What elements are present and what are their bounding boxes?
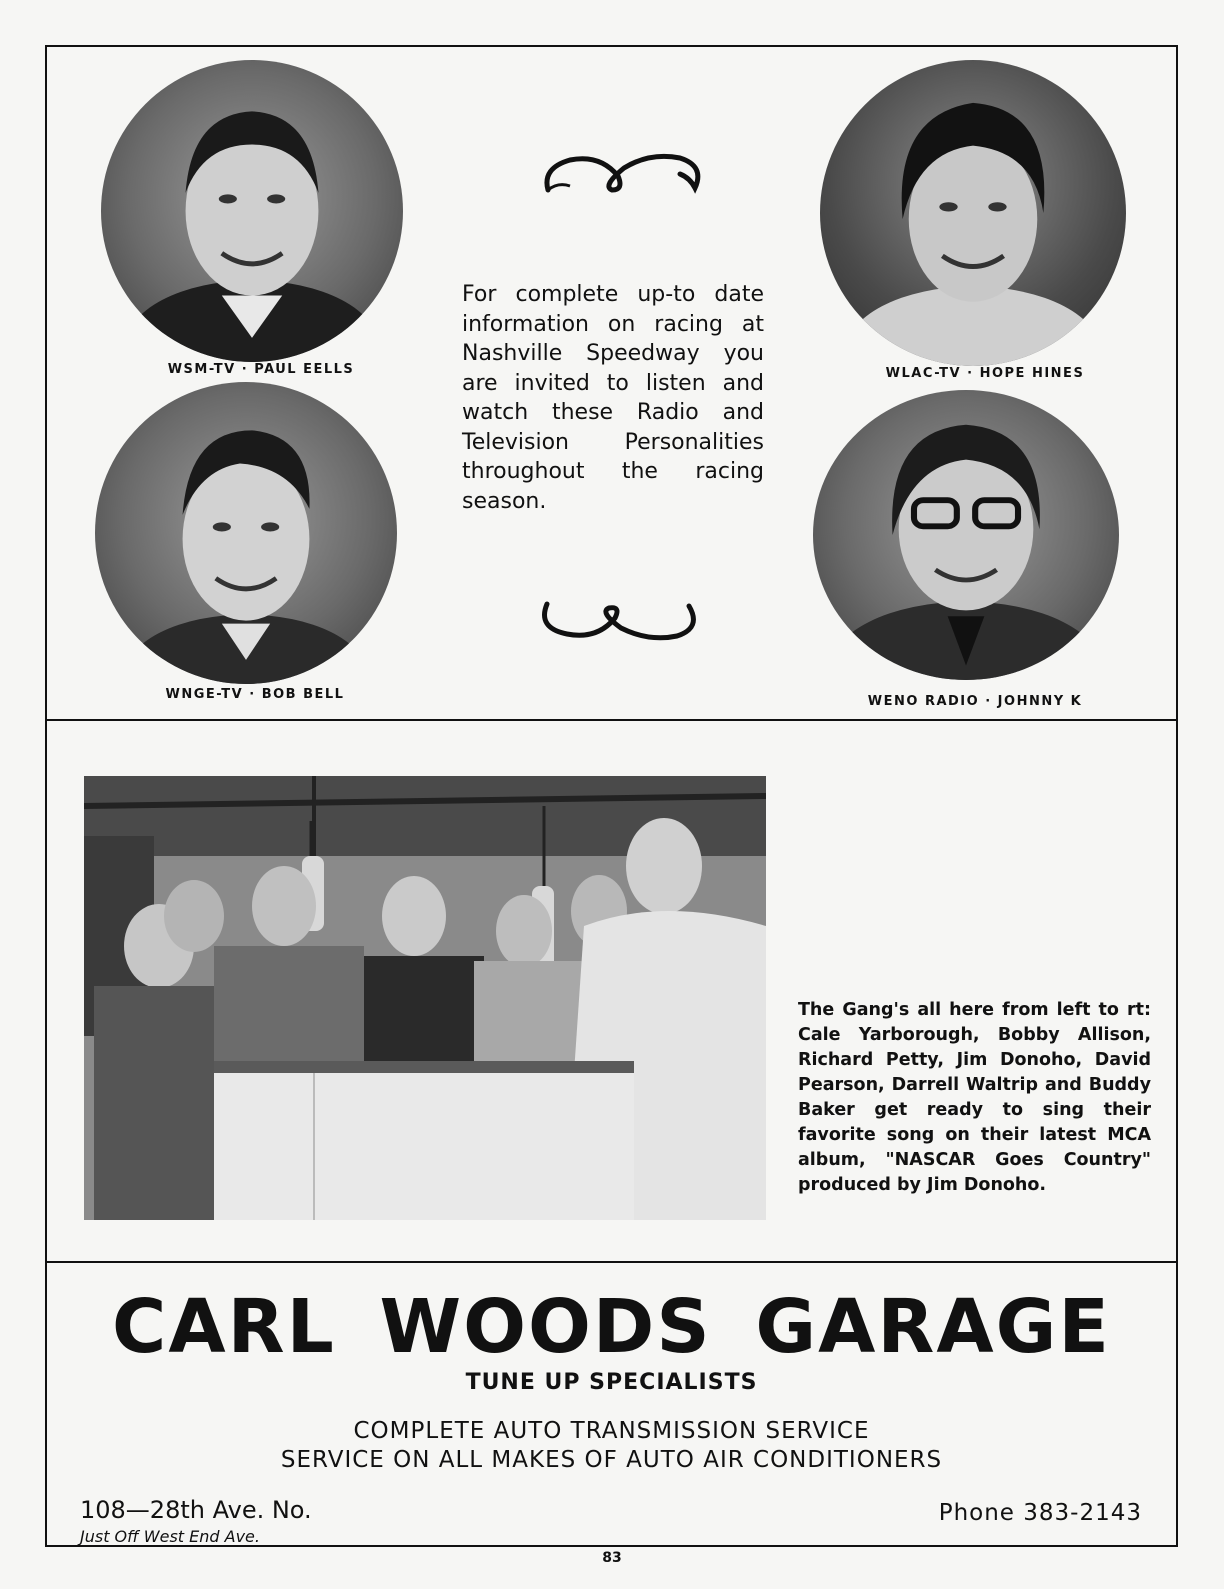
ad-subtitle: TUNE UP SPECIALISTS — [465, 1370, 758, 1395]
portrait-caption: WLAC-TV · HOPE HINES — [885, 366, 1085, 381]
portrait-hope-hines — [820, 60, 1126, 366]
portrait-caption: WNGE-TV · BOB BELL — [165, 687, 345, 702]
portrait-caption: WSM-TV · PAUL EELLS — [167, 362, 355, 377]
ad-phone: Phone 383-2143 — [938, 1500, 1142, 1526]
bottom-swirl-ornament — [537, 600, 702, 645]
ad-address: 108—28th Ave. No. — [80, 1496, 312, 1524]
ad-service-line-1: COMPLETE AUTO TRANSMISSION SERVICE — [353, 1418, 870, 1444]
portrait-paul-eells — [101, 60, 403, 362]
section-divider-bottom — [45, 1261, 1178, 1263]
ad-service-line-2: SERVICE ON ALL MAKES OF AUTO AIR CONDITIONERS — [280, 1447, 943, 1473]
page-number: 83 — [602, 1550, 622, 1566]
group-photo — [84, 776, 766, 1220]
section-divider-top — [45, 719, 1178, 721]
photo-caption: The Gang's all here from left to rt: Cale Yarborough, Bobby Allison, Richard Petty, Jim Donoho, David Pearson, Darrell Waltrip and Buddy Baker get ready to sing their favorite song on their latest MCA album, "NASCAR Goes Country" produced by Jim Donoho. — [798, 1000, 1151, 1195]
portrait-johnny-k — [813, 390, 1119, 680]
intro-paragraph: For complete up-to date information on racing at Nashville Speedway you are invited to listen and watch these Radio and Television Personalities throughout the racing season. — [462, 282, 764, 514]
top-swirl-ornament — [540, 148, 705, 198]
portrait-caption: WENO RADIO · JOHNNY K — [867, 694, 1083, 709]
ad-address-note: Just Off West End Ave. — [80, 1527, 260, 1546]
portrait-bob-bell — [95, 382, 397, 684]
ad-title: CARL WOODS GARAGE — [112, 1284, 1111, 1370]
